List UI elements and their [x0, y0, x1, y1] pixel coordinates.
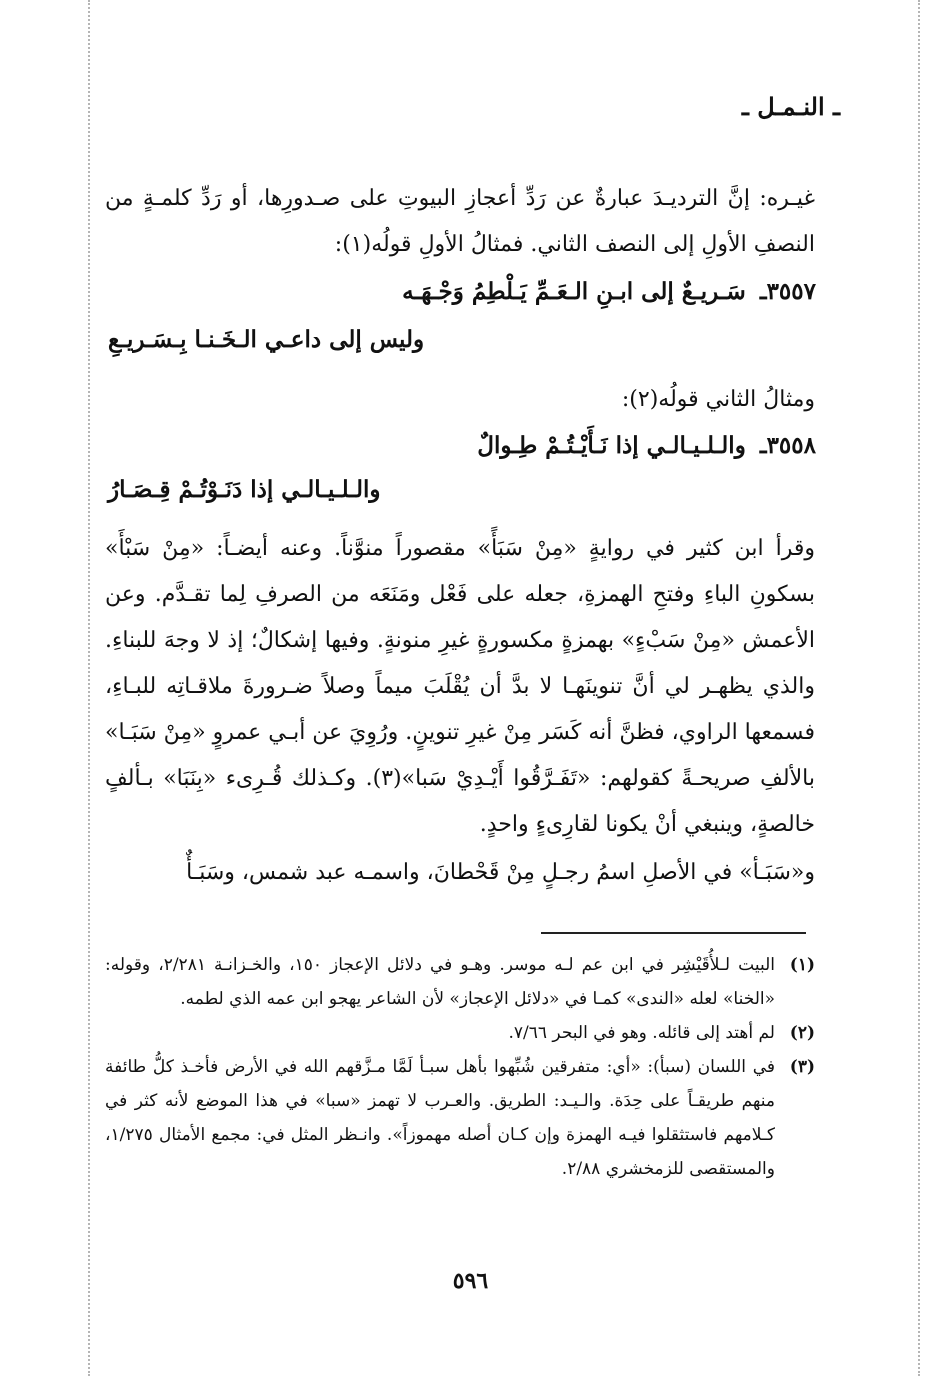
footnote-3: [105, 1050, 815, 1186]
footnote-separator: [541, 932, 806, 934]
footnote-number: (٢): [789, 1023, 815, 1043]
footnote-text: البيت لـلأُقَيْشِر في ابن عم لـه موسر. وهـو في دلائل الإعجاز ١٥٠، والخـزانـة ٢/٢٨١، وقوله: «الخنا» لعله «الندى» كمـا في «دلائل الإعجاز» لأن الشاعر يهجو ابن عمه الذي لطمه.: [105, 955, 775, 1009]
verse-3557-second: [108, 326, 424, 353]
verse-3557-first: [402, 278, 816, 305]
paragraph-saba: [105, 850, 815, 896]
left-margin-guide: [88, 0, 90, 1376]
paragraph-text: وقرأ ابن كثير في روايةٍ «مِنْ سَبَأً» مقصوراً منوَّناً. وعنه أيضـاً: «مِنْ سَبْأَ» بسكونِ الباءِ وفتحِ الهمزةِ، جعله على فَعْل ومَنَعَه من الصرفِ لِما تقـدَّم. وعن الأعمش «مِنْ سَبْءٍ» بهمزةٍ مكسورةٍ غيرِ منونةٍ. وفيها إشكالٌ؛ إذ لا وجهَ للبناءِ. والذي يظهـر لي أنَّ تنوينَهـا لا بدَّ أن يُقْلَبَ ميماً وصلاً ضـرورةَ ملاقـاتِه للبـاءِ، فسمعها الراوي، فظنَّ أنه كَسَر مِنْ غيرِ تنوينٍ. ورُوِيَ عن أبـي عمروٍ «مِنْ سَبَـا» بالألفِ صريحـةً كقولهم: «تَفَـرَّقُوا أَيْـدِيْ سَبا»(٣). وكـذلك قُـرِىء «بِنَبَا» بـألفٍ خالصةٍ، وينبغي أنْ يكونا لقارِىءٍ واحدٍ.: [105, 536, 815, 837]
footnote-text: لم أهتد إلى قائله. وهو في البحر ٧/٦٦.: [508, 1023, 775, 1043]
paragraph-text: ومثالُ الثاني قولُه(٢):: [621, 387, 815, 412]
footnote-number: (١): [789, 955, 815, 975]
footnotes: [105, 948, 815, 1186]
verse-3558-second: [108, 476, 381, 503]
paragraph-text: غيـره: إنَّ الترديـدَ عبارةٌ عن رَدِّ أعجازِ البيوتِ على صـدورِها، أو رَدِّ كلمـةٍ من النصفِ الأولِ إلى النصف الثاني. فمثالُ الأولِ قولُه(١):: [105, 186, 815, 257]
verse-hemistich-2: والـلـيـالـي إذا دَنَـوْتُـمْ قِـصَـارُ: [108, 476, 381, 503]
verse-hemistich-1: سَـريـعٌ إلى ابـنِ الـعَـمِّ يَـلْطِمُ وَجْـهَـه: [402, 278, 746, 305]
footnote-text: في اللسان (سبأ): «أي: متفرقين شُبِّهوا بأهل سبـأ لَمَّا مـزَّقهم الله في الأرض فأخـذ كلُّ طائفة منهم طريقـاً على حِدَة. والـيـد: الطريق. والعـرب لا تهمز «سبا» في هذا الموضع لأنه كثر في كـلامهم فاستثقلوا فيـه الهمزة وإن كـان أصله مهموزاً». وانـظر المثل في: مجمع الأمثال ١/٢٧٥، والمستقصى للزمخشري ٢/٨٨.: [105, 1057, 775, 1179]
verse-number: ٣٥٥٧ـ: [759, 278, 816, 305]
paragraph-text: و«سَبَـأ» في الأصلِ اسمُ رجـلٍ مِنْ قَحْطانَ، واسمـه عبد شمس، وسَبَـأٌ: [186, 860, 815, 885]
verse-hemistich-2: وليس إلى داعـي الـخَـنـا بِـسَـريـعِ: [108, 326, 425, 353]
verse-number: ٣٥٥٨ـ: [759, 432, 816, 459]
verse-3558-first: [477, 432, 816, 459]
footnote-2: [105, 1016, 815, 1050]
verse-hemistich-1: والـلـيـالـي إذا نَـأَيْـتُـمْ طِـوالٌ: [477, 432, 746, 459]
paragraph-intro: [105, 176, 815, 268]
paragraph-second-example: [105, 377, 815, 423]
page-header: ـ النـمـل ـ: [741, 92, 840, 121]
footnote-number: (٣): [789, 1057, 815, 1077]
right-margin-guide: [918, 0, 920, 1376]
paragraph-readings: [105, 526, 815, 848]
footnote-1: [105, 948, 815, 1016]
page-number: ٥٩٦: [452, 1268, 489, 1294]
